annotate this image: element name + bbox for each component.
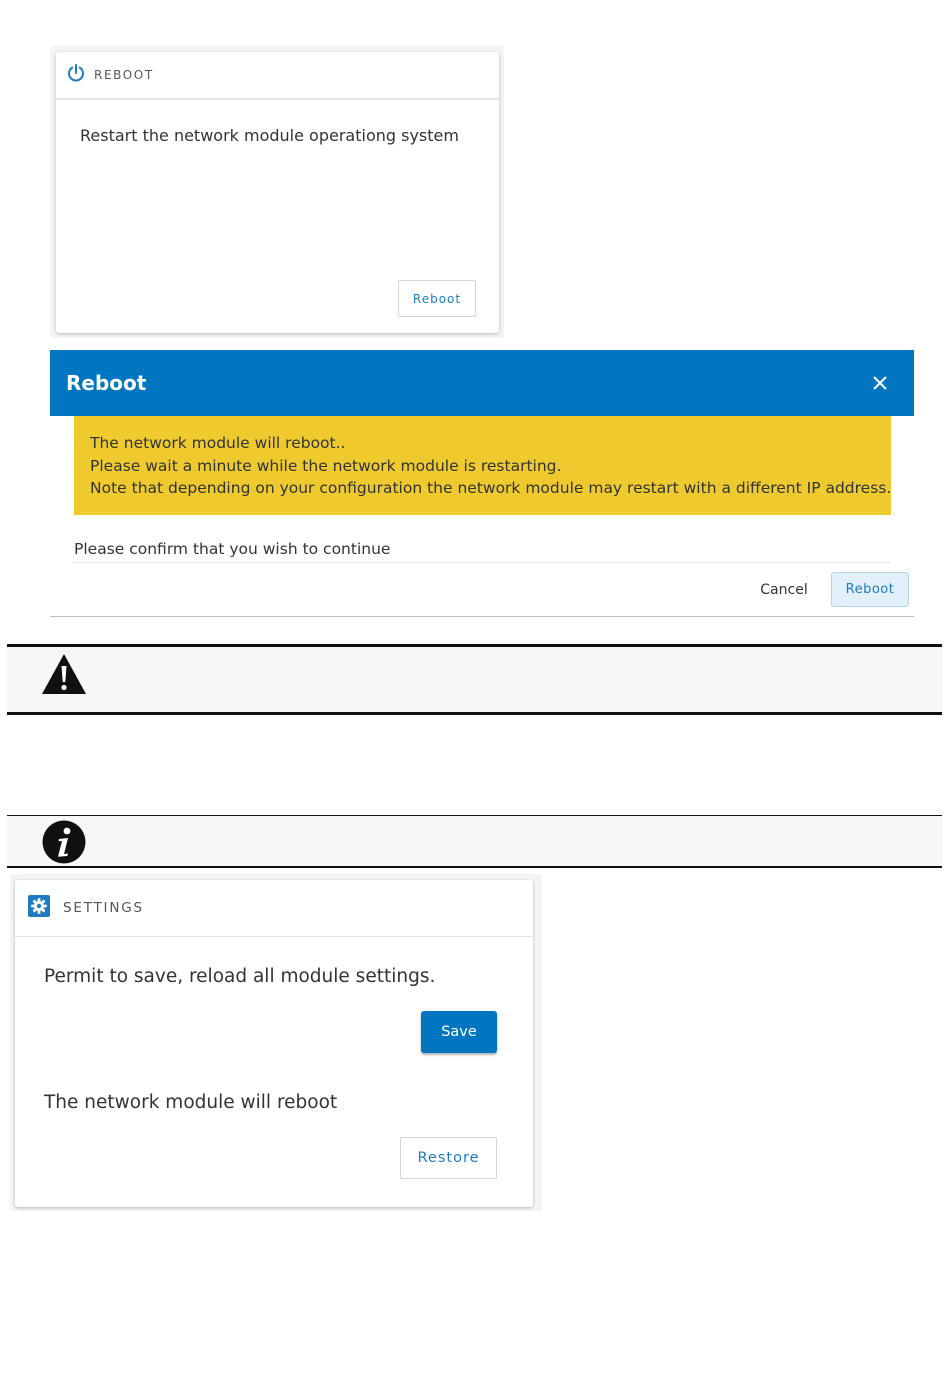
confirm-reboot-button[interactable]: Reboot [831,572,909,607]
save-button[interactable]: Save [421,1011,497,1053]
warning-message [74,416,891,515]
reboot-card [56,52,499,333]
close-icon[interactable] [862,365,898,401]
power-icon [66,63,86,87]
settings-card-header [15,880,533,937]
settings-card-title: SETTINGS [63,900,144,916]
warning-line: Note that depending on your configuration the network module may restart with a different IP address. [90,479,892,497]
info-icon [42,820,86,868]
restore-description: The network module will reboot [44,1092,338,1113]
dialog-header [50,350,914,416]
save-description: Permit to save, reload all module settings. [44,966,436,987]
reboot-card-header [56,52,499,100]
reboot-button[interactable]: Reboot [398,280,476,317]
warning-icon [41,653,87,699]
warning-line: The network module will reboot.. [90,434,346,452]
reboot-card-description: Restart the network module operationg system [80,126,459,145]
info-notice [7,815,942,868]
cancel-button[interactable]: Cancel [760,582,808,598]
settings-card [15,880,533,1207]
confirm-text: Please confirm that you wish to continue [74,540,891,563]
restore-button[interactable]: Restore [400,1137,497,1179]
warning-line: Please wait a minute while the network module is restarting. [90,456,562,475]
dialog-title: Reboot [66,371,147,395]
gear-icon [28,895,50,921]
reboot-dialog [50,350,914,617]
warning-notice [7,644,942,715]
reboot-card-title: REBOOT [94,68,154,82]
